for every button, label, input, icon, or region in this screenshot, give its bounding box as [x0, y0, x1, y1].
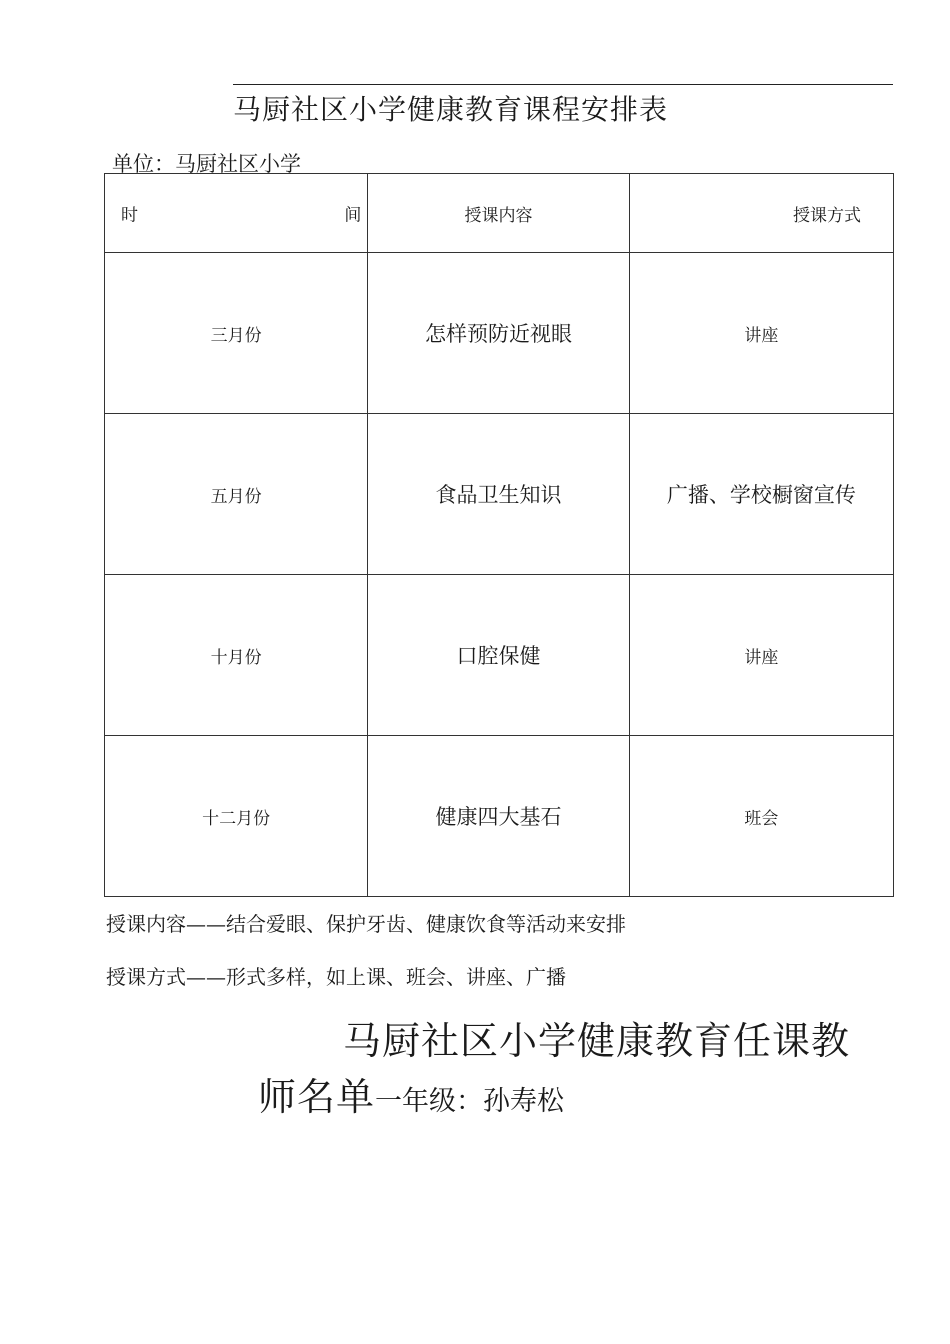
- content-cell: 口腔保健: [368, 575, 629, 736]
- content-cell: 食品卫生知识: [368, 414, 629, 575]
- header-content: 授课内容: [368, 174, 629, 253]
- table-row: [105, 575, 894, 736]
- method-cell: 班会: [629, 736, 893, 897]
- top-rule: [233, 84, 893, 85]
- time-cell: 十月份: [105, 575, 368, 736]
- content-note: 授课内容——结合爱眼、保护牙齿、健康饮食等活动来安排: [106, 912, 626, 936]
- teacher-section-title-end: 师名单: [258, 1075, 376, 1119]
- time-cell: 三月份: [105, 253, 368, 414]
- header-method: 授课方式: [629, 174, 893, 253]
- teacher-section-line2: [258, 1066, 564, 1121]
- time-cell: 五月份: [105, 414, 368, 575]
- table-header-row: [105, 174, 894, 253]
- header-time-right: 间: [344, 205, 362, 226]
- table-row: [105, 736, 894, 897]
- method-cell: 广播、学校橱窗宣传: [629, 414, 893, 575]
- header-time: [105, 174, 368, 253]
- method-cell: 讲座: [629, 575, 893, 736]
- document-title: 马厨社区小学健康教育课程安排表: [233, 93, 669, 126]
- course-schedule-table: [104, 173, 894, 897]
- table-row: [105, 253, 894, 414]
- table-row: [105, 414, 894, 575]
- content-cell: 怎样预防近视眼: [368, 253, 629, 414]
- teacher-section-title: 马厨社区小学健康教育任课教: [343, 1019, 851, 1063]
- unit-line: 单位：马厨社区小学: [112, 152, 301, 176]
- content-cell: 健康四大基石: [368, 736, 629, 897]
- method-note: 授课方式——形式多样，如上课、班会、讲座、广播: [106, 965, 566, 989]
- header-time-left: 时: [121, 205, 138, 226]
- grade-teacher-entry: 一年级：孙寿松: [375, 1086, 565, 1117]
- time-cell: 十二月份: [105, 736, 368, 897]
- method-cell: 讲座: [629, 253, 893, 414]
